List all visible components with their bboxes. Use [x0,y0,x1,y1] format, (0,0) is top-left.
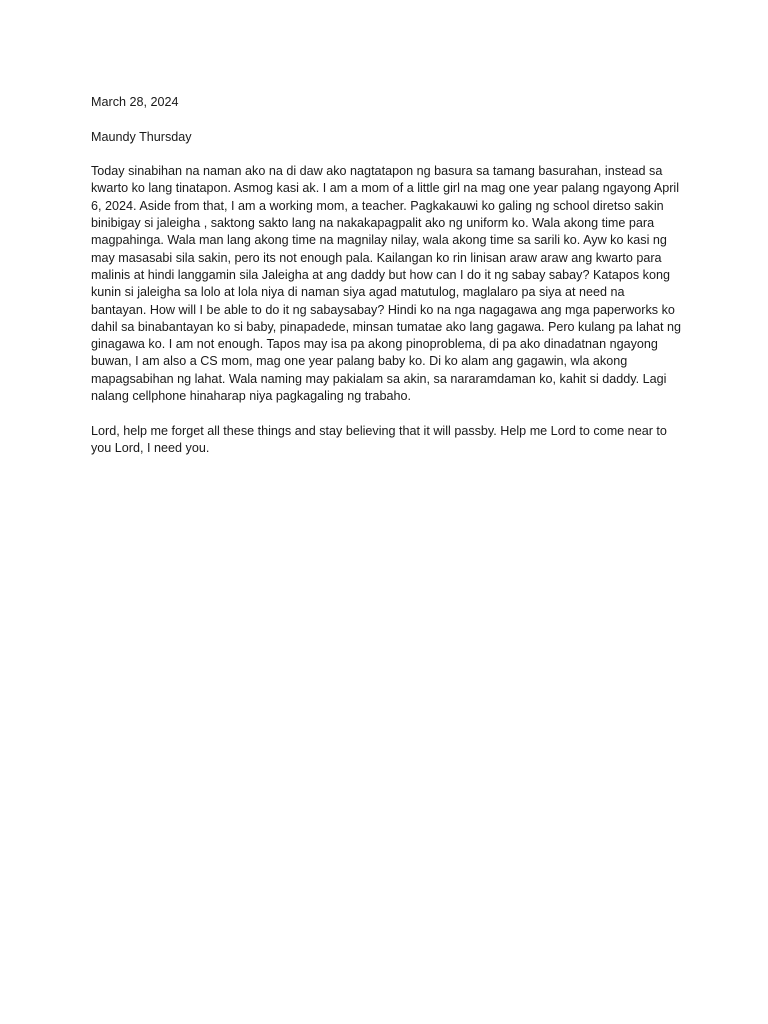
document-body [91,94,683,475]
body-paragraph: Lord, help me forget all these things and stay believing that it will passby. Help me Lord to come near to you Lord, I need you. [91,423,667,455]
heading-line: Maundy Thursday [91,129,192,144]
body-paragraph: Today sinabihan na naman ako na di daw ako nagtatapon ng basura sa tamang basurahan, instead sa kwarto ko lang tinatapon. Asmog kasi ak. I am a mom of a little girl na mag one year palang ngayong April 6, 2024. Aside from that, I am a working mom, a teacher. Pagkakauwi ko galing ng school diretso sakin binibigay si jaleigha , saktong sakto lang na nakakapagpalit ako ng uniform ko. Wala akong time para magpahinga. Wala man lang akong time na magnilay nilay, wala akong time sa sarili ko. Ayw ko kasi ng may masasabi sila sakin, pero its not enough pala. Kailangan ko rin linisan araw araw ang kwarto para malinis at hindi langgamin sila Jaleigha at ang daddy but how can I do it ng sabay sabay? Katapos kong kunin si jaleigha sa lolo at lola niya di naman siya agad matutulog, maglalaro pa siya at need na bantayan. How will I be able to do it ng sabaysabay? Hindi ko na nga nagagawa ang mga paperworks ko dahil sa binabantayan ko si baby, pinapadede, minsan tumatae ako lang gagawa. Pero kulang pa lahat ng ginagawa ko. I am not enough. Tapos may isa pa akong pinoproblema, di pa ako dinadatnan ngayong buwan, I am also a CS mom, mag one year palang baby ko. Di ko alam ang gagawin, wla akong mapagsabihan ng lahat. Wala naming may pakialam sa akin, sa nararamdaman ko, kahit si daddy. Lagi nalang cellphone hinaharap niya pagkagaling ng trabaho. [91,164,681,404]
date-line: March 28, 2024 [91,95,179,109]
